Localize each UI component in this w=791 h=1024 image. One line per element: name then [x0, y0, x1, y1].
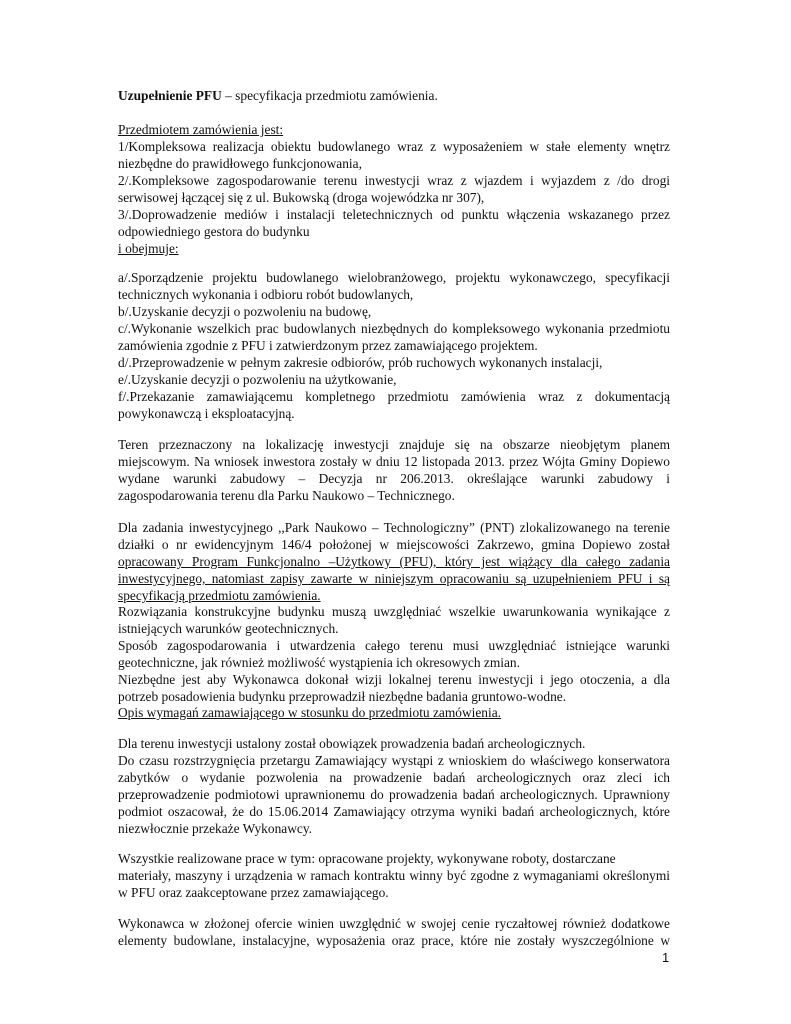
archeo-line: Dla terenu inwestycji ustalony został obowiązek prowadzenia badań archeologicznych. [118, 736, 586, 751]
works-line: w PFU oraz zaakceptowane przez zamawiającego. [118, 885, 389, 900]
works-line: Wszystkie realizowane prace w tym: opracowane projekty, wykonywane roboty, dostarczane [118, 851, 616, 866]
includes-line: b/.Uzyskanie decyzji o pozwoleniu na budowę, [118, 304, 372, 319]
archeo-line: niezwłocznie przekaże Wykonawcy. [118, 821, 312, 836]
subject-line: serwisowej łączącej się z ul. Bukowską (droga wojewódzka nr 307), [118, 190, 485, 205]
location-line: Teren przeznaczony na lokalizację inwestycji znajduje się na obszarze nieobjętym planem [118, 437, 670, 452]
archeo-line: przeprowadzenie podmiotowi uprawnionemu do prowadzenia badań archeologicznych. Uprawniony [118, 787, 670, 802]
archeo-line: zabytków o wydanie pozwolenia na prowadzenie badań archeologicznych oraz zleci ich [118, 770, 670, 785]
subject-heading: Przedmiotem zamówienia jest: [118, 122, 284, 137]
title-rest: – specyfikacja przedmiotu zamówienia. [221, 88, 438, 103]
archeo-line: podmiot oszacował, że do 15.06.2014 Zamawiający otrzyma wyniki badań archeologicznych, które [118, 804, 670, 819]
includes-heading: i obejmuje: [118, 241, 179, 256]
solutions-line: Rozwiązania konstrukcyjne budynku muszą uwzględniać wszelkie uwarunkowania wynikające z [118, 604, 670, 619]
subject-line: 3/.Doprowadzenie mediów i instalacji teletechnicznych od punktu włączenia wskazanego przez [118, 207, 670, 222]
location-line: miejscowym. Na wniosek inwestora zostały w dniu 12 listopada 2013. przez Wójta Gminy Dopiewo [118, 454, 670, 469]
pnt-line-underlined: opracowany Program Funkcjonalno –Użytkowy (PFU), który jest wiążący dla całego zadania [118, 554, 670, 569]
includes-line: c/.Wykonanie wszelkich prac budowlanych niezbędnych do kompleksowego wykonania przedmiotu [118, 321, 670, 336]
solutions-line: geotechniczne, jak również możliwość wystąpienia ich okresowych zmian. [118, 655, 520, 670]
subject-line: odpowiedniego gestora do budynku [118, 224, 310, 239]
solutions-line: Niezbędne jest aby Wykonawca dokonał wizji lokalnej terenu inwestycji i jego otoczenia, a dla [118, 672, 670, 687]
includes-line: d/.Przeprowadzenie w pełnym zakresie odbiorów, prób ruchowych wykonanych instalacji, [118, 355, 603, 370]
includes-line: e/.Uzyskanie decyzji o pozwoleniu na użytkowanie, [118, 372, 397, 387]
subject-line: 2/.Kompleksowe zagospodarowanie terenu inwestycji wraz z wjazdem i wyjazdem z /do drogi [118, 173, 670, 188]
location-line: wydane warunki zabudowy – Decyzja nr 206.2013. określające warunki zabudowy i [118, 471, 670, 486]
archeo-line: Do czasu rozstrzygnięcia przetargu Zamawiający wystąpi z wnioskiem do właściwego konserwatora [118, 753, 670, 768]
includes-line: zamówienia zgodnie z PFU i zatwierdzonym przez zamawiającego projektem. [118, 338, 538, 353]
pnt-line-underlined: inwestycyjnego, natomiast zapisy zawarte w niniejszym opracowaniu są uzupełnieniem PFU i są [118, 571, 670, 586]
document-title [118, 87, 438, 104]
page-number: 1 [662, 950, 670, 965]
requirements-heading: Opis wymagań zamawiającego w stosunku do przedmiotu zamówienia. [118, 705, 502, 720]
offer-line: elementy budowlane, instalacyjne, wyposażenia oraz prace, które nie zostały wyszczególnione w [118, 933, 670, 948]
pnt-line: działki o nr ewidencyjnym 146/4 położonej w miejscowości Zakrzewo, gmina Dopiewo został [118, 537, 670, 552]
title-bold: Uzupełnienie PFU [118, 88, 222, 103]
works-line: materiały, maszyny i urządzenia w ramach kontraktu winny być zgodne z wymaganiami określonymi [118, 868, 670, 883]
offer-line: Wykonawca w złożonej ofercie winien uwzględnić w swojej cenie ryczałtowej również dodatkowe [118, 916, 670, 931]
solutions-line: istniejących warunków geotechnicznych. [118, 621, 339, 636]
includes-line: a/.Sporządzenie projektu budowlanego wielobranżowego, projektu wykonawczego, specyfikacji [118, 270, 670, 285]
subject-line: 1/Kompleksowa realizacja obiektu budowlanego wraz z wyposażeniem w stałe elementy wnętrz [118, 139, 670, 154]
includes-line: f/.Przekazanie zamawiającemu kompletnego przedmiotu zamówienia wraz z dokumentacją [118, 389, 670, 404]
location-line: zagospodarowania terenu dla Parku Naukowo – Technicznego. [118, 488, 455, 503]
solutions-line: Sposób zagospodarowania i utwardzenia całego terenu musi uwzględniać istniejące warunki [118, 638, 670, 653]
includes-line: technicznych wykonania i odbioru robót budowlanych, [118, 287, 414, 302]
includes-line: powykonawczą i eksploatacyjną. [118, 406, 295, 421]
pnt-line: Dla zadania inwestycyjnego ,,Park Naukowo – Technologiczny” (PNT) zlokalizowanego na terenie [118, 520, 670, 535]
solutions-line: potrzeb posadowienia budynku przeprowadził niezbędne badania gruntowo-wodne. [118, 689, 567, 704]
pnt-line-underlined: specyfikacją przedmiotu zamówienia. [118, 588, 321, 603]
subject-line: niezbędne do prawidłowego funkcjonowania, [118, 156, 362, 171]
